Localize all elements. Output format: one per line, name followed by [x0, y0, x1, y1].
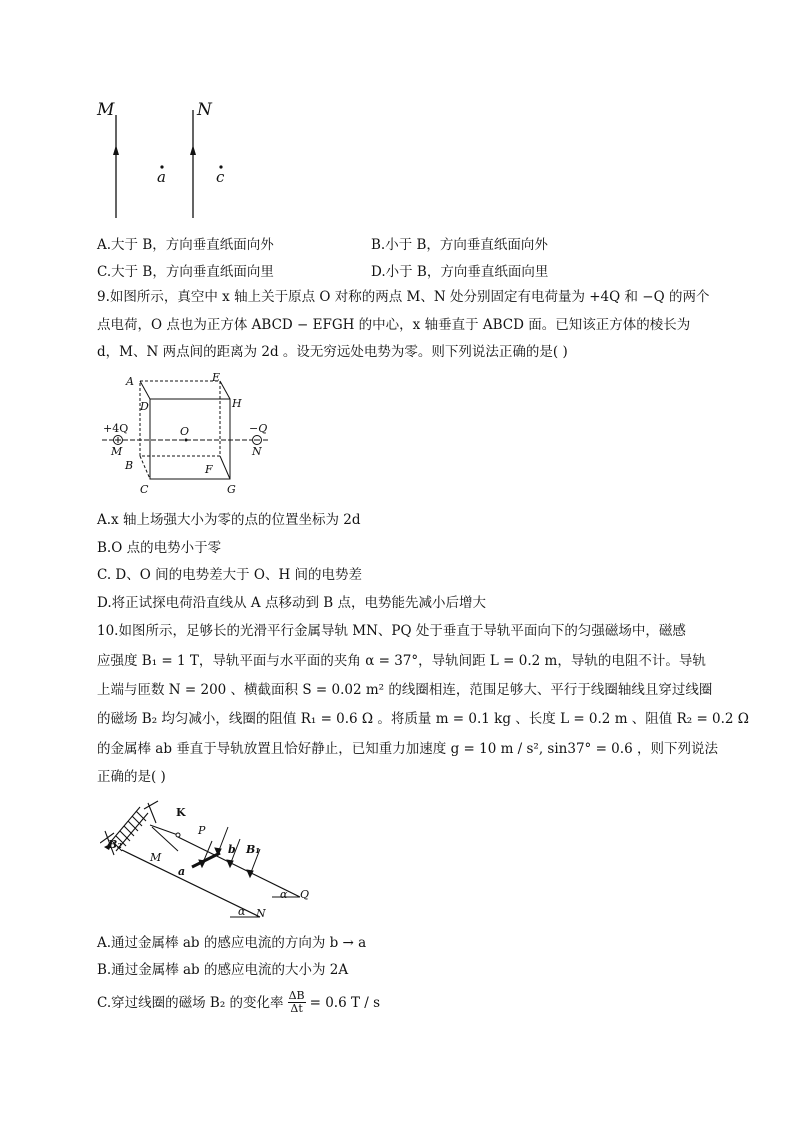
wire-m-arrow — [113, 145, 119, 155]
cube-label-e: E — [212, 371, 221, 384]
q9-stem-line2: 点电荷，O 点也为正方体 ABCD − EFGH 的中心，x 轴垂直于 ABCD 面。已知该正方体的棱长为 — [97, 317, 691, 333]
label-m: M — [97, 100, 115, 120]
q9-option-b: B.O 点的电势小于零 — [97, 540, 222, 556]
cube-label-g: G — [227, 483, 236, 496]
label-n: N — [197, 100, 212, 120]
q10-option-a: A.通过金属棒 ab 的感应电流的方向为 b → a — [97, 935, 367, 951]
label-b1: B₁ — [246, 843, 261, 856]
q10-option-c-suffix: = 0.6 T / s — [309, 994, 381, 1011]
label-a: a — [178, 865, 186, 878]
cube-label-minusq: −Q — [249, 422, 268, 435]
label-n: N — [256, 907, 266, 920]
cube-back-face — [140, 381, 220, 456]
cube-label-plus4q: +4Q — [103, 422, 129, 435]
switch-k — [176, 833, 180, 837]
q10-option-c-prefix: C.穿过线圈的磁场 B₂ 的变化率 — [97, 994, 284, 1011]
label-a: a — [157, 168, 166, 186]
cube-front-face — [150, 399, 230, 479]
cube-label-f: F — [205, 463, 213, 476]
q10-option-c — [97, 990, 380, 1015]
q10-stem-line1: 10.如图所示，足够长的光滑平行金属导轨 MN、PQ 处于垂直于导轨平面向下的匀强磁场中，磁感 — [97, 623, 686, 639]
q10-stem-line6: 正确的是( ) — [97, 769, 166, 785]
cube-figure — [100, 370, 290, 500]
q9-stem-line1: 9.如图所示，真空中 x 轴上关于原点 O 对称的两点 M、N 处分别固定有电荷量为 +4Q 和 −Q 的两个 — [97, 289, 710, 305]
label-alpha-n: α — [238, 905, 246, 918]
rail-figure — [100, 795, 320, 925]
label-b: b — [228, 843, 236, 856]
q9-option-d: D.将正试探电荷沿直线从 A 点移动到 B 点，电势能先减小后增大 — [97, 595, 486, 611]
cube-label-h: H — [232, 397, 242, 410]
cube-label-o: O — [180, 425, 190, 438]
q8-option-a: A.大于 B，方向垂直纸面向外 — [97, 237, 274, 253]
q10-option-c-numerator: ΔB — [288, 989, 305, 1002]
q10-stem-line2: 应强度 B₁ = 1 T，导轨平面与水平面的夹角 α = 37°，导轨间距 L = 0.2 m，导轨的电阻不计。导轨 — [97, 653, 706, 669]
q10-stem-line4: 的磁场 B₂ 均匀减小，线圈的阻值 R₁ = 0.6 Ω 。将质量 m = 0.1 kg 、长度 L = 0.2 m 、阻值 R₂ = 0.2 Ω — [97, 711, 750, 727]
q8-option-c: C.大于 B，方向垂直纸面向里 — [97, 264, 274, 280]
label-q: Q — [300, 888, 310, 901]
label-k: K — [176, 806, 186, 819]
cube-label-a: A — [126, 375, 134, 388]
cube-label-n: N — [252, 445, 262, 458]
cube-label-m: M — [111, 445, 123, 458]
q10-option-c-denominator: Δt — [290, 1002, 303, 1015]
q8-option-d: D.小于 B，方向垂直纸面向里 — [371, 264, 549, 280]
q9-option-c: C. D、O 间的电势差大于 O、H 间的电势差 — [97, 567, 363, 583]
cube-label-b: B — [125, 459, 134, 472]
center-o — [185, 439, 188, 442]
q10-option-c-fraction — [288, 990, 306, 1015]
cube-label-c: C — [140, 483, 149, 496]
label-p: P — [198, 824, 206, 837]
q10-stem-line3: 上端与匝数 N = 200 、横截面积 S = 0.02 m² 的线圈相连，范围足够大、平行于线圈轴线且穿过线圈 — [97, 682, 713, 698]
q10-stem-line5: 的金属棒 ab 垂直于导轨放置且恰好静止，已知重力加速度 g = 10 m / s², sin37° = 0.6 ，则下列说法 — [97, 741, 718, 757]
q8-option-b: B.小于 B，方向垂直纸面向外 — [371, 237, 548, 253]
q9-option-a: A.x 轴上场强大小为零的点的位置坐标为 2d — [97, 512, 361, 528]
q10-option-b: B.通过金属棒 ab 的感应电流的大小为 2A — [97, 962, 349, 978]
label-b2: B₂ — [108, 838, 123, 851]
label-c: c — [216, 168, 225, 186]
cube-label-d: D — [140, 400, 149, 413]
label-alpha-q: α — [280, 888, 288, 901]
label-m: M — [150, 851, 162, 864]
q9-stem-line3: d，M、N 两点间的距离为 2d 。设无穷远处电势为零。则下列说法正确的是( ) — [97, 344, 568, 360]
wire-n-arrow — [190, 145, 196, 155]
